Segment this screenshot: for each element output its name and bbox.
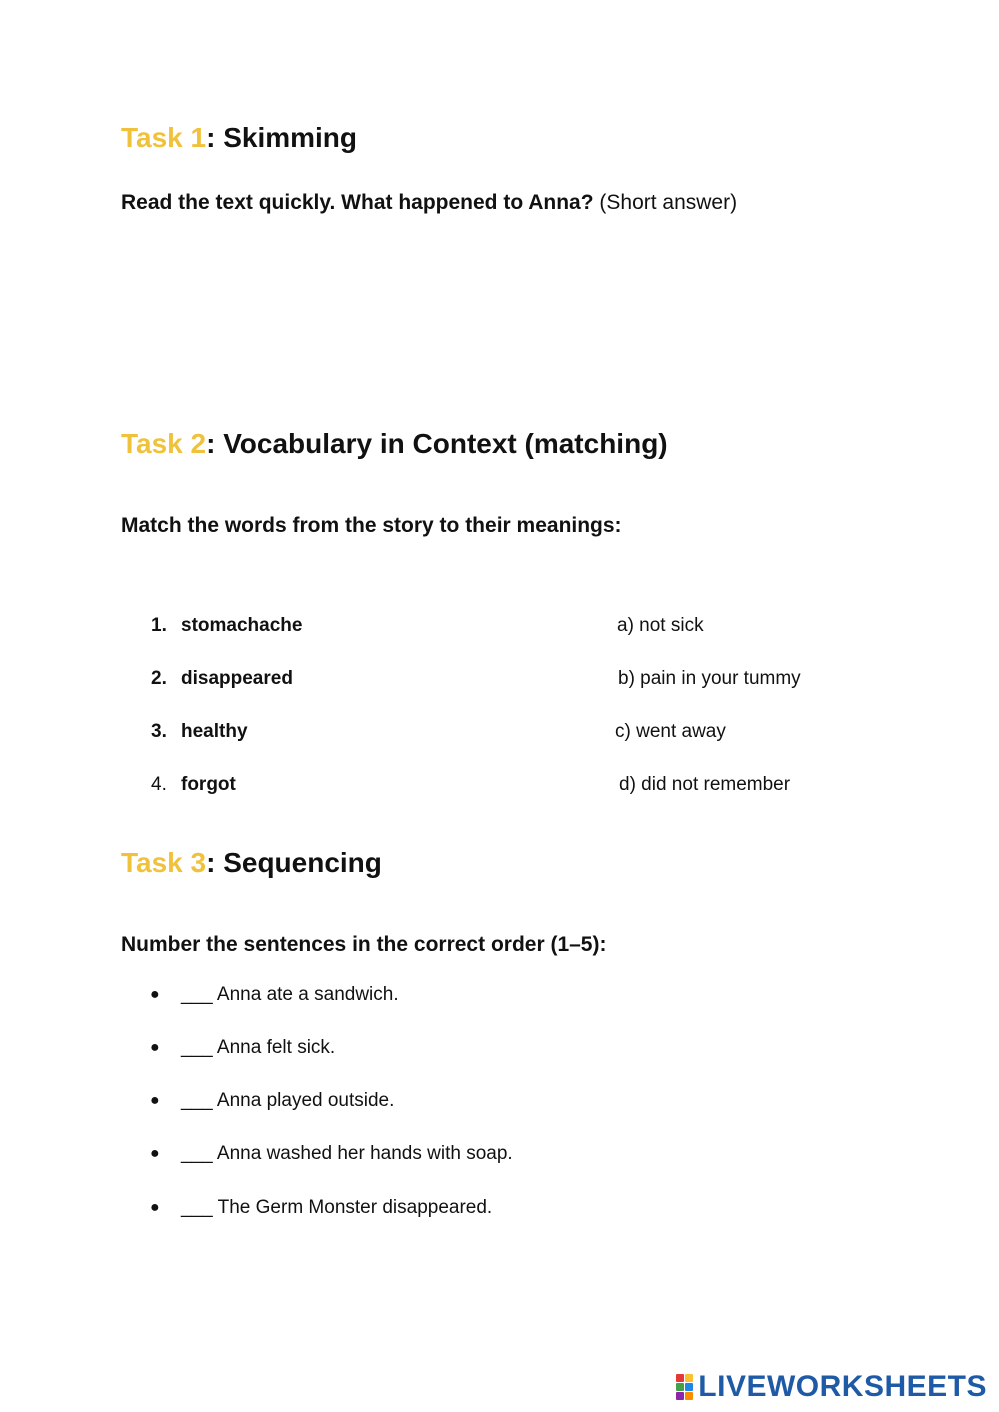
match-word[interactable]: healthy — [181, 721, 248, 742]
logo-square — [685, 1374, 693, 1382]
logo-text: LIVEWORKSHEETS — [698, 1370, 987, 1403]
bullet-icon: ● — [150, 1199, 160, 1216]
match-number: 3. — [151, 721, 167, 742]
task1-title: : Skimming — [206, 122, 358, 153]
match-word[interactable]: forgot — [181, 774, 236, 795]
task1-answer-type: (Short answer) — [599, 191, 738, 214]
sequence-item[interactable]: ___ Anna washed her hands with soap. — [181, 1143, 513, 1164]
bullet-icon: ● — [150, 1092, 160, 1109]
match-number: 4. — [151, 774, 167, 795]
match-meaning[interactable]: c) went away — [615, 721, 726, 742]
task2-label: Task 2 — [121, 428, 207, 459]
match-meaning[interactable]: b) pain in your tummy — [618, 668, 801, 689]
task1-question: Read the text quickly. What happened to Anna? — [121, 191, 594, 214]
logo-squares-icon — [676, 1374, 694, 1400]
task3-label: Task 3 — [121, 847, 207, 878]
logo-square — [685, 1383, 693, 1391]
match-word[interactable]: stomachache — [181, 615, 303, 636]
sequence-item[interactable]: ___ The Germ Monster disappeared. — [181, 1197, 493, 1218]
task3-heading — [121, 849, 382, 877]
task2-heading — [121, 430, 668, 458]
match-number: 1. — [151, 615, 167, 636]
sequence-item[interactable]: ___ Anna played outside. — [181, 1090, 395, 1111]
logo-square — [676, 1383, 684, 1391]
task2-instruction: Match the words from the story to their meanings: — [121, 514, 622, 537]
bullet-icon: ● — [150, 1145, 160, 1162]
liveworksheets-logo — [676, 1372, 987, 1402]
sequence-item[interactable]: ___ Anna felt sick. — [181, 1037, 336, 1058]
match-number: 2. — [151, 668, 167, 689]
match-meaning[interactable]: a) not sick — [617, 615, 704, 636]
match-word[interactable]: disappeared — [181, 668, 293, 689]
task1-heading — [121, 124, 357, 152]
sequence-item[interactable]: ___ Anna ate a sandwich. — [181, 984, 399, 1005]
bullet-icon: ● — [150, 986, 160, 1003]
task1-label: Task 1 — [121, 122, 207, 153]
bullet-icon: ● — [150, 1039, 160, 1056]
logo-square — [676, 1392, 684, 1400]
logo-square — [676, 1374, 684, 1382]
task1-instruction — [121, 192, 737, 213]
task3-title: : Sequencing — [206, 847, 382, 878]
match-meaning[interactable]: d) did not remember — [619, 774, 791, 795]
task2-title: : Vocabulary in Context (matching) — [206, 428, 668, 459]
logo-square — [685, 1392, 693, 1400]
task3-instruction: Number the sentences in the correct order (1–5): — [121, 933, 607, 956]
